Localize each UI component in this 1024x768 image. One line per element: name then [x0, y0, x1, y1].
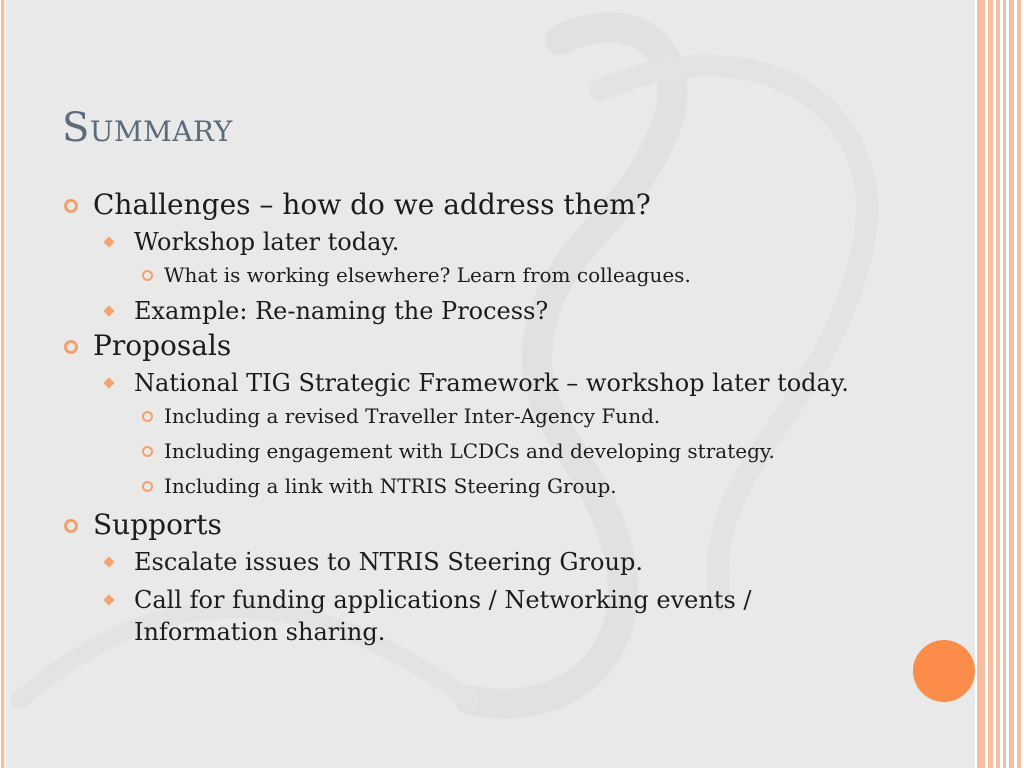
slide-title: Summary: [62, 105, 233, 151]
item-text: National TIG Strategic Framework – workshop later today.: [134, 369, 849, 397]
list-item: [62, 472, 962, 500]
list-item: [62, 295, 962, 327]
diamond-bullet-icon: [103, 594, 114, 605]
ring-bullet-icon: [142, 411, 153, 422]
diamond-bullet-icon: [103, 236, 114, 247]
right-stripes: [975, 0, 1024, 768]
list-item: [62, 261, 962, 289]
section-heading: Supports: [93, 508, 222, 541]
list-item: [62, 506, 962, 544]
list-item: [62, 546, 962, 578]
orange-dot: [913, 640, 975, 702]
ring-bullet-icon: [142, 446, 153, 457]
list-item: [62, 584, 962, 648]
item-text: Example: Re-naming the Process?: [134, 297, 549, 325]
subitem-text: Including engagement with LCDCs and developing strategy.: [164, 439, 775, 463]
bullet-list: [62, 186, 962, 648]
list-item: [62, 402, 962, 430]
diamond-bullet-icon: [103, 377, 114, 388]
ring-bullet-icon: [142, 481, 153, 492]
item-text: Workshop later today.: [134, 228, 400, 256]
subitem-text: What is working elsewhere? Learn from colleagues.: [164, 263, 691, 287]
list-item: [62, 226, 962, 258]
section-heading: Challenges – how do we address them?: [93, 188, 651, 221]
item-text: Escalate issues to NTRIS Steering Group.: [134, 548, 643, 576]
subitem-text: Including a link with NTRIS Steering Group.: [164, 474, 617, 498]
diamond-bullet-icon: [103, 556, 114, 567]
ring-bullet-icon: [64, 519, 78, 533]
list-item: [62, 437, 962, 465]
ring-bullet-icon: [64, 340, 78, 354]
list-item: [62, 186, 962, 224]
ring-bullet-icon: [64, 199, 78, 213]
diamond-bullet-icon: [103, 305, 114, 316]
section-heading: Proposals: [93, 329, 232, 362]
item-text: Call for funding applications / Networking events / Information sharing.: [134, 586, 752, 646]
list-item: [62, 367, 962, 399]
subitem-text: Including a revised Traveller Inter-Agency Fund.: [164, 404, 661, 428]
list-item: [62, 327, 962, 365]
ring-bullet-icon: [142, 270, 153, 281]
